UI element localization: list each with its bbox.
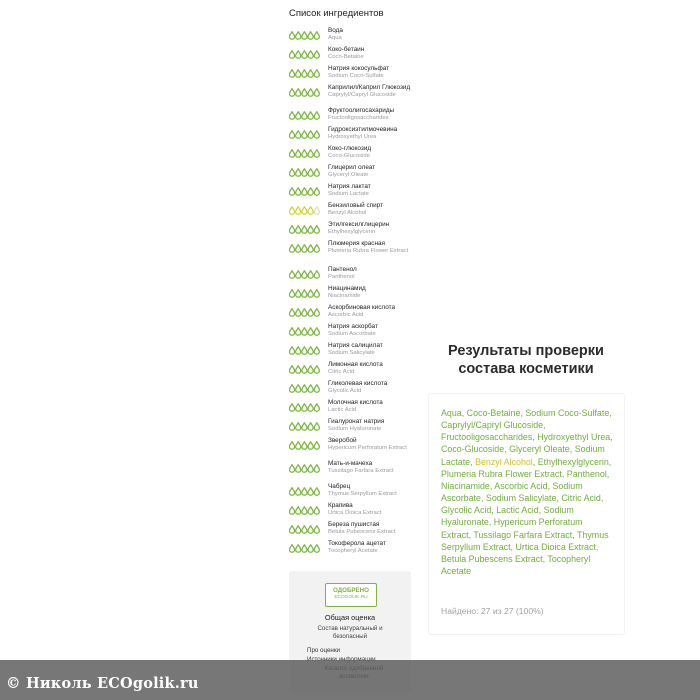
drop-icon (296, 69, 301, 77)
ingredient-name: Натрия салицилат Sodium Salicylate (328, 342, 414, 357)
drop-icon (296, 346, 301, 354)
drop-rating-icon (289, 307, 321, 317)
drop-icon (296, 168, 301, 176)
ingredient-inci: Hypericum Perforatum Extract (328, 444, 407, 451)
drop-icon (302, 187, 307, 195)
about-ratings-link[interactable]: Про оценки (307, 647, 340, 654)
drop-icon (289, 289, 294, 297)
drop-rating-icon (289, 326, 321, 336)
ingredient-inci: Sodium Hyaluronate (328, 425, 382, 432)
drop-icon (308, 365, 313, 373)
result-ingredient[interactable]: Glycolic Acid (441, 505, 492, 516)
drop-icon (308, 168, 313, 176)
result-ingredient[interactable]: Hypericum Perforatum Extract (441, 517, 583, 540)
drop-icon (289, 487, 294, 495)
result-ingredient[interactable]: Citric Acid (561, 493, 601, 504)
drop-icon (296, 422, 301, 430)
drop-icon (314, 327, 319, 335)
drop-rating-icon (289, 524, 321, 534)
ingredient-inci: Glyceryl Oleate (328, 171, 369, 178)
drop-icon (308, 31, 313, 39)
ingredient-name: Каприлил/Каприл Глюкозид Caprylyl/Capryl Glucoside (328, 84, 414, 99)
badge-line-1: ОДОБРЕНО (333, 587, 369, 594)
drop-icon (289, 346, 294, 354)
drop-icon (314, 422, 319, 430)
ingredient-name: Зверобой Hypericum Perforatum Extract (328, 437, 414, 452)
drop-icon (308, 346, 313, 354)
drop-rating-icon (289, 110, 321, 120)
result-ingredient[interactable]: Benzyl Alcohol (475, 456, 533, 467)
drop-icon (314, 308, 319, 316)
drop-icon (296, 327, 301, 335)
result-ingredient[interactable]: Coco-Glucoside (441, 444, 505, 455)
ingredient-row[interactable] (289, 418, 413, 437)
results-ingredients: Aqua, Coco-Betaine, Sodium Coco-Sulfate, Caprylyl/Capryl Glucoside, Fructooligosaccharides, Hydroxyethyl Urea, Coco-Glucoside, Glyceryl Oleate, Sodium Lactate, Benzyl Alcohol, Ethylhexylglycerin, Plumeria Rubra Flower Extract, Panthenol, Niacinamide, Ascorbic Acid, Sodium Ascorbate, Sodium Salicylate, Citric Acid, Glycolic Acid, Lactic Acid, Sodium Hyaluronate, Hypericum Perforatum Extract, Tussilago Farfara Extract, Thymus Serpyllum Extract, Urtica Dioica Extract, Betula Pubescens Extract, Tocopheryl Acetate (441, 408, 613, 577)
drop-icon (302, 308, 307, 316)
drop-rating-icon (289, 49, 321, 59)
ingredient-inci: Panthenol (328, 273, 355, 280)
drop-icon (308, 384, 313, 392)
drop-rating-icon (289, 30, 321, 40)
ingredient-inci: Fructooligosaccharides (328, 114, 389, 121)
drop-icon (296, 544, 301, 552)
drop-icon (296, 206, 301, 214)
results-box (428, 393, 625, 635)
drop-icon (308, 487, 313, 495)
drop-icon (314, 384, 319, 392)
drop-rating-icon (289, 440, 321, 450)
drop-icon (302, 403, 307, 411)
drop-icon (302, 50, 307, 58)
drop-icon (302, 225, 307, 233)
ingredient-name: Коко-глюкозид Coco-Glucoside (328, 145, 414, 160)
drop-icon (314, 88, 319, 96)
result-ingredient[interactable]: Panthenol (566, 468, 607, 479)
drop-icon (302, 244, 307, 252)
drop-icon (308, 544, 313, 552)
ingredient-row[interactable] (289, 540, 413, 559)
result-ingredient[interactable]: Sodium Ascorbate (441, 480, 583, 504)
ingredient-name: Натрия кокосульфат Sodium Coco-Sulfate (328, 65, 414, 80)
drop-rating-icon (289, 421, 321, 431)
drop-icon (308, 403, 313, 411)
ingredient-inci: Coco-Glucoside (328, 152, 370, 159)
drop-icon (289, 31, 294, 39)
drop-rating-icon (289, 224, 321, 234)
drop-rating-icon (289, 383, 321, 393)
results-found-count: Найдено: 27 из 27 (100%) (441, 606, 544, 616)
ingredient-row[interactable] (289, 46, 413, 65)
drop-icon (302, 31, 307, 39)
ingredient-row[interactable] (289, 304, 413, 323)
ingredient-inci: Urtica Dioica Extract (328, 509, 382, 516)
drop-icon (314, 244, 319, 252)
result-ingredient[interactable]: Hydroxyethyl Urea (537, 432, 611, 443)
ingredient-name: Лимонная кислота Citric Acid (328, 361, 414, 376)
drop-rating-icon (289, 288, 321, 298)
drop-icon (314, 50, 319, 58)
drop-icon (314, 403, 319, 411)
drop-icon (296, 487, 301, 495)
drop-icon (289, 270, 294, 278)
drop-icon (314, 187, 319, 195)
ingredient-inci: Aqua (328, 34, 342, 41)
drop-icon (308, 187, 313, 195)
ingredient-name: Гликолевая кислота Glycolic Acid (328, 380, 414, 395)
ingredient-inci: Ascorbic Acid (328, 311, 364, 318)
ingredient-row[interactable] (289, 380, 413, 399)
drop-icon (296, 50, 301, 58)
ingredient-row[interactable] (289, 323, 413, 342)
drop-icon (314, 225, 319, 233)
drop-icon (308, 206, 313, 214)
drop-icon (302, 544, 307, 552)
drop-icon (296, 384, 301, 392)
drop-icon (289, 308, 294, 316)
drop-icon (289, 441, 294, 449)
ingredient-row[interactable] (289, 266, 413, 285)
ingredient-name: Этилгексилглицерин Ethylhexylglycerin (328, 221, 414, 236)
drop-rating-icon (289, 148, 321, 158)
drop-icon (289, 88, 294, 96)
drop-icon (308, 130, 313, 138)
result-ingredient[interactable]: Sodium Coco-Sulfate (525, 408, 610, 418)
ingredient-name: Токоферола ацетат Tocopheryl Acetate (328, 540, 414, 555)
drop-icon (296, 464, 301, 472)
result-ingredient[interactable]: Tussilago Farfara Extract (473, 529, 573, 540)
drop-icon (302, 168, 307, 176)
ingredient-inci: Sodium Ascorbate (328, 330, 376, 337)
drop-icon (314, 69, 319, 77)
drop-icon (296, 403, 301, 411)
result-ingredient[interactable]: Glyceryl Oleate (509, 444, 570, 455)
ingredient-row[interactable] (289, 437, 413, 460)
result-ingredient[interactable]: Aqua (441, 408, 462, 418)
drop-icon (302, 289, 307, 297)
drop-icon (289, 206, 294, 214)
drop-icon (314, 441, 319, 449)
drop-icon (289, 464, 294, 472)
drop-icon (308, 289, 313, 297)
drop-icon (314, 206, 319, 214)
ingredient-inci: Sodium Salicylate (328, 349, 375, 356)
result-ingredient[interactable]: Betula Pubescens Extract (441, 553, 543, 564)
ingredient-name: Чабрец Thymus Serpyllum Extract (328, 483, 414, 498)
ingredient-inci: Lactic Acid (328, 406, 357, 413)
ingredient-name: Аскорбиновая кислота Ascorbic Acid (328, 304, 414, 319)
drop-icon (302, 69, 307, 77)
drop-icon (308, 270, 313, 278)
ingredient-name: Коко-бетаин Coco-Betaine (328, 46, 414, 61)
drop-icon (302, 525, 307, 533)
drop-icon (296, 149, 301, 157)
drop-icon (302, 441, 307, 449)
ingredient-inci: Sodium Coco-Sulfate (328, 72, 384, 79)
ingredient-inci: Niacinamide (328, 292, 361, 299)
drop-icon (302, 346, 307, 354)
ingredient-inci: Sodium Lactate (328, 190, 369, 197)
ingredient-inci: Coco-Betaine (328, 53, 364, 60)
ingredient-row[interactable] (289, 183, 413, 202)
drop-icon (296, 31, 301, 39)
drop-icon (308, 50, 313, 58)
drop-rating-icon (289, 269, 321, 279)
drop-rating-icon (289, 345, 321, 355)
drop-icon (314, 346, 319, 354)
ingredient-row[interactable] (289, 460, 413, 483)
ingredient-name: Бензиловый спирт Benzyl Alcohol (328, 202, 414, 217)
drop-icon (289, 327, 294, 335)
ingredient-name: Натрия лактат Sodium Lactate (328, 183, 414, 198)
drop-icon (302, 88, 307, 96)
drop-rating-icon (289, 205, 321, 215)
drop-icon (314, 130, 319, 138)
drop-icon (314, 544, 319, 552)
drop-rating-icon (289, 186, 321, 196)
ingredient-name: Вода Aqua (328, 27, 414, 42)
ingredient-inci: Tocopheryl Acetate (328, 547, 378, 554)
result-ingredient[interactable]: Tocopheryl Acetate (441, 553, 591, 577)
ingredient-row[interactable] (289, 399, 413, 418)
ingredient-name: Гидроксиэтилмочевина Hydroxyethyl Urea (328, 126, 414, 141)
ingredient-name: Крапива Urtica Dioica Extract (328, 502, 414, 517)
drop-rating-icon (289, 167, 321, 177)
ingredient-row[interactable] (289, 202, 413, 221)
drop-icon (289, 506, 294, 514)
drop-icon (314, 168, 319, 176)
ingredient-inci: Caprylyl/Capryl Glucoside (328, 91, 396, 98)
ingredient-row[interactable] (289, 361, 413, 380)
drop-rating-icon (289, 129, 321, 139)
drop-icon (289, 365, 294, 373)
result-ingredient[interactable]: Lactic Acid (496, 505, 539, 516)
ingredient-name: Береза пушистая Betula Pubescens Extract (328, 521, 414, 536)
drop-icon (289, 149, 294, 157)
ingredient-inci: Glycolic Acid (328, 387, 362, 394)
drop-icon (314, 525, 319, 533)
drop-icon (302, 270, 307, 278)
drop-icon (296, 270, 301, 278)
result-ingredient[interactable]: Sodium Lactate (441, 444, 605, 467)
drop-icon (289, 544, 294, 552)
ingredient-inci: Benzyl Alcohol (328, 209, 367, 216)
drop-rating-icon (289, 543, 321, 553)
drop-icon (289, 403, 294, 411)
ingredient-name: Ниацинамид Niacinamide (328, 285, 414, 300)
ingredient-row[interactable] (289, 502, 413, 521)
drop-icon (302, 327, 307, 335)
overall-rating-label: Общая оценка (324, 613, 376, 622)
drop-rating-icon (289, 486, 321, 496)
ingredient-row[interactable] (289, 65, 413, 84)
drop-icon (296, 506, 301, 514)
drop-icon (308, 422, 313, 430)
drop-icon (296, 289, 301, 297)
watermark-bar (0, 660, 700, 700)
drop-icon (302, 506, 307, 514)
drop-icon (314, 270, 319, 278)
ingredients-title: Список ингредиентов (289, 8, 384, 19)
ingredient-name: Гиалуронат натрия Sodium Hyaluronate (328, 418, 414, 433)
ingredient-row[interactable] (289, 126, 413, 145)
ingredient-inci: Thymus Serpyllum Extract (328, 490, 397, 497)
drop-rating-icon (289, 364, 321, 374)
ingredient-inci: Ethylhexylglycerin (328, 228, 376, 235)
drop-icon (302, 464, 307, 472)
drop-icon (289, 168, 294, 176)
ingredient-name: Фруктоолигосахариды Fructooligosaccharides (328, 107, 414, 122)
drop-icon (314, 487, 319, 495)
ingredient-row[interactable] (289, 240, 413, 266)
drop-rating-icon (289, 243, 321, 253)
ingredient-row[interactable] (289, 483, 413, 502)
drop-rating-icon (289, 463, 321, 473)
drop-icon (296, 111, 301, 119)
ingredient-inci: Tussilago Farfara Extract (328, 467, 394, 474)
result-ingredient[interactable]: Ethylhexylglycerin (537, 456, 609, 467)
result-ingredient[interactable]: Niacinamide (441, 480, 490, 491)
drop-icon (308, 149, 313, 157)
drop-icon (302, 149, 307, 157)
results-title: Результаты проверки состава косметики (448, 343, 604, 377)
result-ingredient[interactable]: Fructooligosaccharides (441, 432, 533, 443)
drop-icon (302, 206, 307, 214)
drop-icon (296, 187, 301, 195)
drop-icon (308, 308, 313, 316)
drop-icon (289, 111, 294, 119)
result-ingredient[interactable]: Thymus Serpyllum Extract (441, 529, 609, 552)
drop-icon (289, 422, 294, 430)
result-ingredient[interactable]: Sodium Salicylate (485, 493, 557, 504)
drop-rating-icon (289, 87, 321, 97)
ingredient-row[interactable] (289, 342, 413, 361)
drop-icon (289, 244, 294, 252)
drop-icon (302, 130, 307, 138)
ingredient-name: Натрия аскорбат Sodium Ascorbate (328, 323, 414, 338)
drop-icon (289, 225, 294, 233)
drop-icon (308, 225, 313, 233)
drop-icon (314, 464, 319, 472)
drop-icon (289, 130, 294, 138)
drop-icon (314, 111, 319, 119)
drop-icon (308, 327, 313, 335)
drop-icon (289, 525, 294, 533)
ingredient-row[interactable] (289, 27, 413, 46)
drop-icon (308, 464, 313, 472)
ingredient-name: Пантенол Panthenol (328, 266, 414, 281)
ingredient-row[interactable] (289, 84, 413, 107)
ingredient-name: Мать-и-мачеха Tussilago Farfara Extract (328, 460, 414, 475)
drop-icon (308, 441, 313, 449)
drop-rating-icon (289, 505, 321, 515)
drop-icon (289, 384, 294, 392)
drop-icon (296, 225, 301, 233)
ingredient-name: Плюмерия красная Plumeria Rubra Flower Extract (328, 240, 414, 255)
drop-icon (289, 50, 294, 58)
ingredient-name: Глицерил олеат Glyceryl Oleate (328, 164, 414, 179)
drop-icon (296, 525, 301, 533)
ingredient-inci: Citric Acid (328, 368, 355, 375)
ingredient-row[interactable] (289, 145, 413, 164)
drop-icon (302, 384, 307, 392)
drop-icon (302, 422, 307, 430)
drop-icon (296, 244, 301, 252)
approved-badge (325, 583, 377, 607)
ingredient-row[interactable] (289, 521, 413, 540)
result-ingredient[interactable]: Coco-Betaine (466, 408, 521, 418)
drop-icon (302, 487, 307, 495)
ingredient-name: Молочная кислота Lactic Acid (328, 399, 414, 414)
drop-icon (308, 111, 313, 119)
ingredient-row[interactable] (289, 107, 413, 126)
ingredient-inci: Betula Pubescens Extract (328, 528, 396, 535)
drop-icon (314, 506, 319, 514)
drop-icon (308, 69, 313, 77)
ingredient-row[interactable] (289, 221, 413, 240)
ingredients-panel (289, 8, 413, 559)
drop-icon (289, 187, 294, 195)
drop-icon (296, 441, 301, 449)
ingredient-inci: Hydroxyethyl Urea (328, 133, 377, 140)
drop-icon (314, 365, 319, 373)
drop-icon (289, 69, 294, 77)
drop-icon (296, 308, 301, 316)
ingredient-row[interactable] (289, 285, 413, 304)
drop-icon (296, 130, 301, 138)
drop-icon (296, 365, 301, 373)
result-ingredient[interactable]: Urtica Dioica Extract (515, 541, 596, 552)
result-ingredient[interactable]: Ascorbic Acid (494, 480, 548, 491)
result-ingredient[interactable]: Caprylyl/Capryl Glucoside (441, 420, 544, 431)
drop-icon (314, 31, 319, 39)
result-ingredient[interactable]: Plumeria Rubra Flower Extract (441, 468, 562, 479)
drop-icon (308, 244, 313, 252)
drop-icon (296, 88, 301, 96)
result-ingredient[interactable]: Sodium Hyaluronate (441, 505, 574, 528)
overall-rating-description: Состав натуральный и безопасный (317, 625, 383, 640)
drop-icon (308, 525, 313, 533)
badge-line-2: ECOGOLIK.RU (334, 595, 368, 600)
drop-icon (308, 88, 313, 96)
drop-rating-icon (289, 402, 321, 412)
drop-icon (302, 365, 307, 373)
drop-icon (308, 506, 313, 514)
drop-icon (314, 289, 319, 297)
drop-icon (302, 111, 307, 119)
drop-rating-icon (289, 68, 321, 78)
ingredient-row[interactable] (289, 164, 413, 183)
copyright-text: © Николь ECOgolik.ru (6, 675, 199, 692)
ingredient-inci: Plumeria Rubra Flower Extract (328, 247, 409, 254)
ingredients-list (289, 27, 413, 559)
drop-icon (314, 149, 319, 157)
